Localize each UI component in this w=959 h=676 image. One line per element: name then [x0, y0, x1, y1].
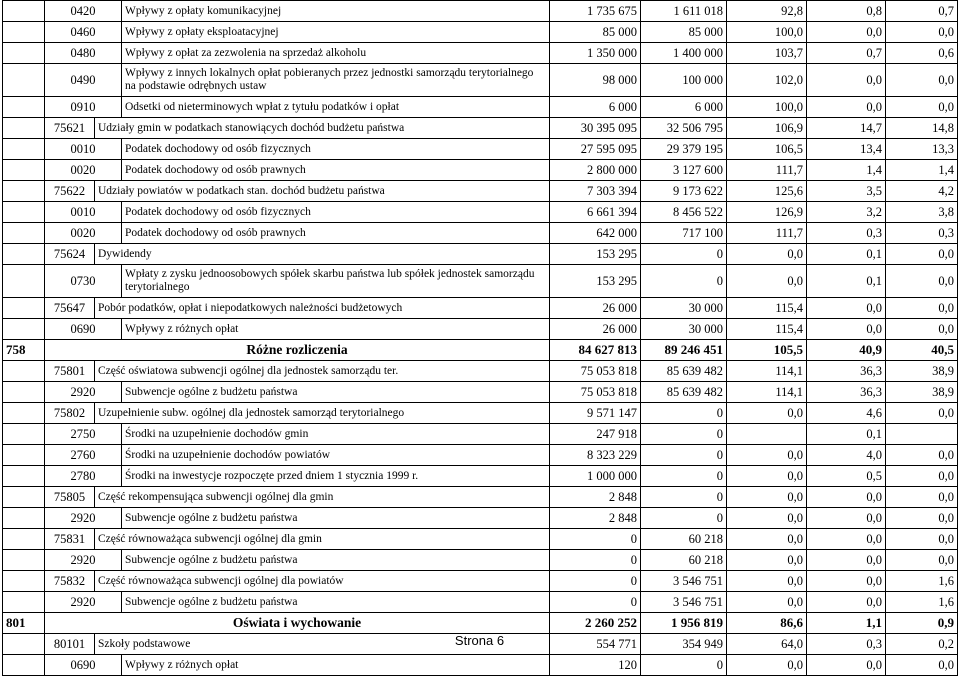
- rozdzial-name-cell: Dywidendy: [95, 244, 550, 265]
- percent-cell-2: 3,5: [807, 181, 886, 202]
- percent-cell-2: 4,6: [807, 403, 886, 424]
- paragraf-code-cell: 0730: [45, 265, 122, 298]
- percent-cell-3: 0,9: [886, 613, 958, 634]
- percent-cell-2: 1,4: [807, 160, 886, 181]
- empty-cell: [3, 202, 45, 223]
- value-cell-1: 1 350 000: [550, 43, 641, 64]
- value-cell-2: 0: [641, 424, 727, 445]
- percent-cell-3: 0,0: [886, 550, 958, 571]
- percent-cell-3: 0,0: [886, 466, 958, 487]
- empty-cell: [3, 298, 45, 319]
- percent-cell-3: 0,0: [886, 487, 958, 508]
- empty-cell: [3, 43, 45, 64]
- percent-cell-2: 14,7: [807, 118, 886, 139]
- paragraf-code-cell: 0480: [45, 43, 122, 64]
- percent-cell-3: 0,0: [886, 265, 958, 298]
- value-cell-2: 6 000: [641, 97, 727, 118]
- table-row-para: [3, 265, 958, 298]
- percent-cell-3: 0,0: [886, 403, 958, 424]
- percent-cell-1: 106,5: [727, 139, 807, 160]
- paragraf-name-cell: Subwencje ogólne z budżetu państwa: [122, 550, 550, 571]
- rozdzial-code-cell: 75621: [45, 118, 95, 139]
- percent-cell-1: 100,0: [727, 22, 807, 43]
- percent-cell-2: 13,4: [807, 139, 886, 160]
- paragraf-code-cell: 0020: [45, 160, 122, 181]
- rozdzial-name-cell: Udziały powiatów w podatkach stan. dochód budżetu państwa: [95, 181, 550, 202]
- value-cell-2: 30 000: [641, 298, 727, 319]
- value-cell-2: 0: [641, 487, 727, 508]
- percent-cell-1: 0,0: [727, 445, 807, 466]
- paragraf-name-cell: Wpływy z różnych opłat: [122, 319, 550, 340]
- paragraf-code-cell: 0460: [45, 22, 122, 43]
- rozdzial-code-cell: 80101: [45, 634, 95, 655]
- page-footer: Strona 6: [454, 633, 505, 648]
- percent-cell-1: 0,0: [727, 487, 807, 508]
- value-cell-2: 8 456 522: [641, 202, 727, 223]
- paragraf-code-cell: 0490: [45, 64, 122, 97]
- empty-cell: [3, 319, 45, 340]
- percent-cell-1: 0,0: [727, 571, 807, 592]
- empty-cell: [3, 1, 45, 22]
- value-cell-1: 26 000: [550, 319, 641, 340]
- table-row-para: [3, 97, 958, 118]
- value-cell-1: 554 771: [550, 634, 641, 655]
- percent-cell-2: 0,3: [807, 634, 886, 655]
- value-cell-2: 32 506 795: [641, 118, 727, 139]
- percent-cell-1: 0,0: [727, 529, 807, 550]
- percent-cell-3: 0,0: [886, 319, 958, 340]
- percent-cell-1: 0,0: [727, 265, 807, 298]
- table-row-rozdzial: [3, 571, 958, 592]
- rozdzial-code-cell: 75624: [45, 244, 95, 265]
- percent-cell-2: 1,1: [807, 613, 886, 634]
- percent-cell-1: 0,0: [727, 550, 807, 571]
- percent-cell-2: 36,3: [807, 382, 886, 403]
- percent-cell-3: 0,0: [886, 655, 958, 676]
- value-cell-2: 60 218: [641, 550, 727, 571]
- paragraf-name-cell: Podatek dochodowy od osób fizycznych: [122, 139, 550, 160]
- percent-cell-3: 0,6: [886, 43, 958, 64]
- table-row-rozdzial: [3, 529, 958, 550]
- rozdzial-name-cell: Uzupełnienie subw. ogólnej dla jednostek samorząd terytorialnego: [95, 403, 550, 424]
- percent-cell-3: 0,0: [886, 298, 958, 319]
- percent-cell-2: 0,0: [807, 529, 886, 550]
- empty-cell: [3, 265, 45, 298]
- percent-cell-3: 38,9: [886, 361, 958, 382]
- rozdzial-name-cell: Pobór podatków, opłat i niepodatkowych należności budżetowych: [95, 298, 550, 319]
- percent-cell-3: 0,0: [886, 529, 958, 550]
- rozdzial-name-cell: Część rekompensująca subwencji ogólnej dla gmin: [95, 487, 550, 508]
- paragraf-name-cell: Subwencje ogólne z budżetu państwa: [122, 592, 550, 613]
- percent-cell-1: 0,0: [727, 592, 807, 613]
- paragraf-name-cell: Wpływy z opłat za zezwolenia na sprzedaż alkoholu: [122, 43, 550, 64]
- paragraf-name-cell: Wpływy z opłaty eksploatacyjnej: [122, 22, 550, 43]
- table-row-rozdzial: [3, 361, 958, 382]
- percent-cell-1: 0,0: [727, 466, 807, 487]
- empty-cell: [3, 361, 45, 382]
- value-cell-1: 0: [550, 550, 641, 571]
- value-cell-2: 354 949: [641, 634, 727, 655]
- empty-cell: [3, 181, 45, 202]
- percent-cell-2: 0,0: [807, 571, 886, 592]
- table-row-rozdzial: [3, 298, 958, 319]
- percent-cell-2: 4,0: [807, 445, 886, 466]
- table-body: [3, 1, 958, 676]
- table-row-para: [3, 64, 958, 97]
- percent-cell-2: 0,0: [807, 97, 886, 118]
- empty-cell: [3, 487, 45, 508]
- rozdzial-code-cell: 75832: [45, 571, 95, 592]
- empty-cell: [3, 571, 45, 592]
- value-cell-1: 2 800 000: [550, 160, 641, 181]
- value-cell-1: 75 053 818: [550, 382, 641, 403]
- table-row-para: [3, 1, 958, 22]
- percent-cell-1: 125,6: [727, 181, 807, 202]
- percent-cell-3: 0,0: [886, 508, 958, 529]
- empty-cell: [3, 445, 45, 466]
- percent-cell-3: 0,0: [886, 97, 958, 118]
- percent-cell-1: 111,7: [727, 223, 807, 244]
- value-cell-1: 2 848: [550, 508, 641, 529]
- rozdzial-name-cell: Udziały gmin w podatkach stanowiących dochód budżetu państwa: [95, 118, 550, 139]
- percent-cell-2: 0,0: [807, 655, 886, 676]
- budget-table: [2, 0, 958, 676]
- paragraf-code-cell: 2920: [45, 592, 122, 613]
- value-cell-2: 29 379 195: [641, 139, 727, 160]
- percent-cell-3: 4,2: [886, 181, 958, 202]
- value-cell-1: 0: [550, 571, 641, 592]
- percent-cell-2: 0,1: [807, 244, 886, 265]
- value-cell-2: 1 611 018: [641, 1, 727, 22]
- percent-cell-2: 0,5: [807, 466, 886, 487]
- paragraf-name-cell: Subwencje ogólne z budżetu państwa: [122, 508, 550, 529]
- value-cell-1: 2 260 252: [550, 613, 641, 634]
- percent-cell-3: [886, 424, 958, 445]
- empty-cell: [3, 592, 45, 613]
- table-row-para: [3, 319, 958, 340]
- percent-cell-3: 3,8: [886, 202, 958, 223]
- percent-cell-3: 0,7: [886, 1, 958, 22]
- value-cell-1: 8 323 229: [550, 445, 641, 466]
- value-cell-1: 26 000: [550, 298, 641, 319]
- paragraf-code-cell: 2920: [45, 508, 122, 529]
- paragraf-code-cell: 0690: [45, 655, 122, 676]
- paragraf-name-cell: Podatek dochodowy od osób fizycznych: [122, 202, 550, 223]
- paragraf-name-cell: Podatek dochodowy od osób prawnych: [122, 223, 550, 244]
- value-cell-2: 0: [641, 403, 727, 424]
- table-row-para: [3, 22, 958, 43]
- percent-cell-1: 92,8: [727, 1, 807, 22]
- percent-cell-2: 0,0: [807, 550, 886, 571]
- empty-cell: [3, 244, 45, 265]
- paragraf-name-cell: Wpłaty z zysku jednoosobowych spółek skarbu państwa lub spółek jednostek samorządu terytorialnego: [122, 265, 550, 298]
- value-cell-1: 153 295: [550, 265, 641, 298]
- table-row-rozdzial: [3, 181, 958, 202]
- value-cell-1: 84 627 813: [550, 340, 641, 361]
- paragraf-name-cell: Wpływy z opłaty komunikacyjnej: [122, 1, 550, 22]
- dzial-code-cell: 801: [3, 613, 45, 634]
- empty-cell: [3, 508, 45, 529]
- value-cell-2: 9 173 622: [641, 181, 727, 202]
- value-cell-1: 2 848: [550, 487, 641, 508]
- dzial-name-cell: Oświata i wychowanie: [45, 613, 550, 634]
- value-cell-1: 642 000: [550, 223, 641, 244]
- paragraf-code-cell: 0690: [45, 319, 122, 340]
- value-cell-2: 3 127 600: [641, 160, 727, 181]
- table-row-rozdzial: [3, 244, 958, 265]
- paragraf-code-cell: 2780: [45, 466, 122, 487]
- percent-cell-1: 106,9: [727, 118, 807, 139]
- table-row-para: [3, 382, 958, 403]
- value-cell-1: 120: [550, 655, 641, 676]
- paragraf-code-cell: 0420: [45, 1, 122, 22]
- paragraf-name-cell: Wpływy z innych lokalnych opłat pobieranych przez jednostki samorządu terytorialnego na podstawie odrębnych ustaw: [122, 64, 550, 97]
- percent-cell-2: 0,0: [807, 508, 886, 529]
- percent-cell-1: 0,0: [727, 655, 807, 676]
- empty-cell: [3, 139, 45, 160]
- empty-cell: [3, 382, 45, 403]
- rozdzial-code-cell: 75802: [45, 403, 95, 424]
- percent-cell-1: 0,0: [727, 403, 807, 424]
- value-cell-2: 85 639 482: [641, 382, 727, 403]
- percent-cell-3: 0,0: [886, 445, 958, 466]
- value-cell-1: 1 735 675: [550, 1, 641, 22]
- table-row-para: [3, 655, 958, 676]
- value-cell-2: 717 100: [641, 223, 727, 244]
- percent-cell-3: 14,8: [886, 118, 958, 139]
- value-cell-2: 0: [641, 445, 727, 466]
- value-cell-1: 6 661 394: [550, 202, 641, 223]
- rozdzial-code-cell: 75622: [45, 181, 95, 202]
- percent-cell-1: 86,6: [727, 613, 807, 634]
- value-cell-2: 3 546 751: [641, 571, 727, 592]
- percent-cell-3: 1,6: [886, 592, 958, 613]
- paragraf-name-cell: Środki na uzupełnienie dochodów gmin: [122, 424, 550, 445]
- percent-cell-1: 0,0: [727, 244, 807, 265]
- rozdzial-code-cell: 75647: [45, 298, 95, 319]
- value-cell-2: 100 000: [641, 64, 727, 97]
- percent-cell-1: 105,5: [727, 340, 807, 361]
- percent-cell-2: 0,1: [807, 424, 886, 445]
- value-cell-2: 0: [641, 655, 727, 676]
- rozdzial-name-cell: Część równoważąca subwencji ogólnej dla powiatów: [95, 571, 550, 592]
- percent-cell-3: 13,3: [886, 139, 958, 160]
- paragraf-code-cell: 0910: [45, 97, 122, 118]
- dzial-name-cell: Różne rozliczenia: [45, 340, 550, 361]
- value-cell-1: 6 000: [550, 97, 641, 118]
- empty-cell: [3, 223, 45, 244]
- paragraf-code-cell: 2920: [45, 382, 122, 403]
- table-row-para: [3, 424, 958, 445]
- dzial-code-cell: 758: [3, 340, 45, 361]
- empty-cell: [3, 466, 45, 487]
- empty-cell: [3, 97, 45, 118]
- paragraf-code-cell: 0020: [45, 223, 122, 244]
- percent-cell-2: 0,0: [807, 319, 886, 340]
- percent-cell-2: 0,1: [807, 265, 886, 298]
- percent-cell-2: 0,0: [807, 298, 886, 319]
- value-cell-2: 0: [641, 265, 727, 298]
- rozdzial-code-cell: 75831: [45, 529, 95, 550]
- table-row-para: [3, 139, 958, 160]
- percent-cell-2: 0,0: [807, 487, 886, 508]
- paragraf-name-cell: Środki na inwestycje rozpoczęte przed dniem 1 stycznia 1999 r.: [122, 466, 550, 487]
- percent-cell-2: 0,0: [807, 22, 886, 43]
- percent-cell-3: 0,2: [886, 634, 958, 655]
- table-row-dzial: [3, 340, 958, 361]
- percent-cell-2: 36,3: [807, 361, 886, 382]
- value-cell-1: 75 053 818: [550, 361, 641, 382]
- value-cell-2: 85 000: [641, 22, 727, 43]
- percent-cell-2: 0,0: [807, 64, 886, 97]
- value-cell-2: 0: [641, 466, 727, 487]
- table-row-para: [3, 43, 958, 64]
- empty-cell: [3, 118, 45, 139]
- percent-cell-2: 0,7: [807, 43, 886, 64]
- percent-cell-1: 100,0: [727, 97, 807, 118]
- percent-cell-2: 0,0: [807, 592, 886, 613]
- value-cell-2: 1 400 000: [641, 43, 727, 64]
- percent-cell-2: 0,8: [807, 1, 886, 22]
- paragraf-code-cell: 2920: [45, 550, 122, 571]
- table-row-rozdzial: [3, 118, 958, 139]
- table-row-para: [3, 160, 958, 181]
- paragraf-code-cell: 0010: [45, 202, 122, 223]
- empty-cell: [3, 529, 45, 550]
- table-row-para: [3, 223, 958, 244]
- percent-cell-3: 38,9: [886, 382, 958, 403]
- value-cell-2: 1 956 819: [641, 613, 727, 634]
- percent-cell-3: 0,0: [886, 22, 958, 43]
- percent-cell-2: 40,9: [807, 340, 886, 361]
- empty-cell: [3, 655, 45, 676]
- table-row-rozdzial: [3, 487, 958, 508]
- percent-cell-3: 40,5: [886, 340, 958, 361]
- value-cell-2: 85 639 482: [641, 361, 727, 382]
- rozdzial-name-cell: Część oświatowa subwencji ogólnej dla jednostek samorządu ter.: [95, 361, 550, 382]
- percent-cell-1: 0,0: [727, 508, 807, 529]
- empty-cell: [3, 64, 45, 97]
- value-cell-1: 0: [550, 592, 641, 613]
- percent-cell-1: 126,9: [727, 202, 807, 223]
- rozdzial-code-cell: 75805: [45, 487, 95, 508]
- percent-cell-3: 0,0: [886, 244, 958, 265]
- value-cell-1: 30 395 095: [550, 118, 641, 139]
- value-cell-2: 89 246 451: [641, 340, 727, 361]
- empty-cell: [3, 550, 45, 571]
- value-cell-1: 27 595 095: [550, 139, 641, 160]
- empty-cell: [3, 424, 45, 445]
- percent-cell-1: 115,4: [727, 319, 807, 340]
- value-cell-1: 9 571 147: [550, 403, 641, 424]
- table-row-para: [3, 508, 958, 529]
- value-cell-2: 3 546 751: [641, 592, 727, 613]
- percent-cell-1: [727, 424, 807, 445]
- percent-cell-1: 115,4: [727, 298, 807, 319]
- value-cell-1: 98 000: [550, 64, 641, 97]
- value-cell-1: 247 918: [550, 424, 641, 445]
- percent-cell-3: 1,4: [886, 160, 958, 181]
- paragraf-name-cell: Subwencje ogólne z budżetu państwa: [122, 382, 550, 403]
- paragraf-code-cell: 0010: [45, 139, 122, 160]
- percent-cell-1: 102,0: [727, 64, 807, 97]
- table-row-para: [3, 550, 958, 571]
- table-row-para: [3, 445, 958, 466]
- value-cell-1: 1 000 000: [550, 466, 641, 487]
- rozdzial-name-cell: Część równoważąca subwencji ogólnej dla gmin: [95, 529, 550, 550]
- percent-cell-3: 1,6: [886, 571, 958, 592]
- value-cell-1: 153 295: [550, 244, 641, 265]
- table-row-dzial: [3, 613, 958, 634]
- paragraf-code-cell: 2750: [45, 424, 122, 445]
- paragraf-code-cell: 2760: [45, 445, 122, 466]
- value-cell-2: 60 218: [641, 529, 727, 550]
- table-row-para: [3, 466, 958, 487]
- percent-cell-1: 111,7: [727, 160, 807, 181]
- paragraf-name-cell: Wpływy z różnych opłat: [122, 655, 550, 676]
- percent-cell-3: 0,3: [886, 223, 958, 244]
- percent-cell-1: 103,7: [727, 43, 807, 64]
- empty-cell: [3, 22, 45, 43]
- percent-cell-3: 0,0: [886, 64, 958, 97]
- value-cell-1: 85 000: [550, 22, 641, 43]
- percent-cell-1: 114,1: [727, 382, 807, 403]
- paragraf-name-cell: Środki na uzupełnienie dochodów powiatów: [122, 445, 550, 466]
- empty-cell: [3, 403, 45, 424]
- value-cell-1: 0: [550, 529, 641, 550]
- table-row-rozdzial: [3, 403, 958, 424]
- value-cell-2: 0: [641, 244, 727, 265]
- percent-cell-2: 3,2: [807, 202, 886, 223]
- rozdzial-code-cell: 75801: [45, 361, 95, 382]
- rozdzial-name-cell: Szkoły podstawowe: [95, 634, 550, 655]
- table-row-para: [3, 592, 958, 613]
- value-cell-1: 7 303 394: [550, 181, 641, 202]
- value-cell-2: 30 000: [641, 319, 727, 340]
- percent-cell-2: 0,3: [807, 223, 886, 244]
- percent-cell-1: 114,1: [727, 361, 807, 382]
- paragraf-name-cell: Podatek dochodowy od osób prawnych: [122, 160, 550, 181]
- value-cell-2: 0: [641, 508, 727, 529]
- percent-cell-1: 64,0: [727, 634, 807, 655]
- paragraf-name-cell: Odsetki od nieterminowych wpłat z tytułu podatków i opłat: [122, 97, 550, 118]
- empty-cell: [3, 160, 45, 181]
- table-row-para: [3, 202, 958, 223]
